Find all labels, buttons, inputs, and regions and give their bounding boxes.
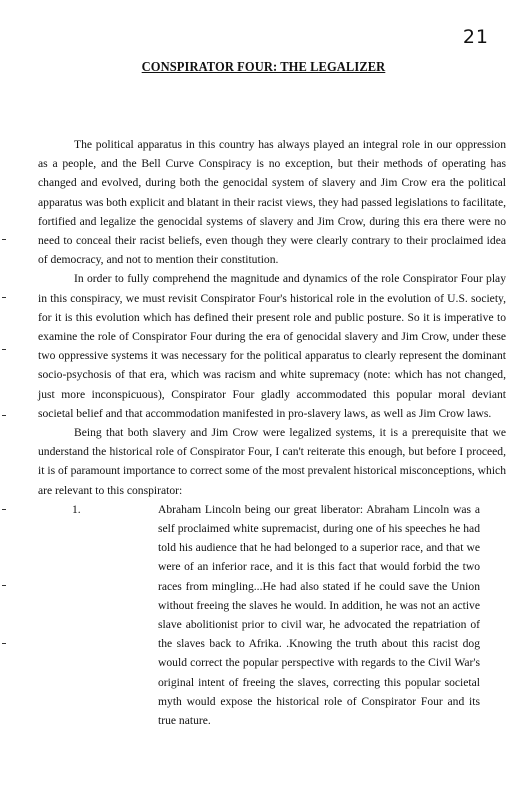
- margin-mark: [2, 509, 6, 510]
- list-item-text: Abraham Lincoln being our great liberator: Abraham Lincoln was a self proclaimed white supremacist, during one of his speeches he had told his audience that he had belonged to a superior race, and that we were of an inferior race, and it is this fact that would forbid the two races from mingling...He had also stated if he could save the Union without freeing the slaves he would. In addition, he was not an active slave abolitionist prior to civil war, he advocated the repatriation of the slaves back to Afrika. .Knowing the truth about this racist dog would correct the popular perspective with regards to the Civil War's original intent of freeing the slaves, correcting this popular societal myth would expose the historical role of Conspirator Four and its true nature.: [158, 502, 480, 728]
- page-number: 21: [462, 26, 489, 48]
- paragraph-1: The political apparatus in this country has always played an integral role in our oppression as a people, and the Bell Curve Conspiracy is no exception, but their methods of operating has changed and evolved, during both the genocidal system of slavery and Jim Crow era the political apparatus was both explicit and blatant in their racist views, they had passed legislations to facilitate, fortified and legalize the genocidal systems of slavery and Jim Crow, during this era there were no need to conceal their racist beliefs, even though they were clearly contrary to their proclaimed idea of democracy, and not to mention their constitution.: [38, 138, 506, 267]
- margin-mark: [2, 585, 6, 586]
- body-text: [38, 135, 506, 730]
- list-item-number: 1.: [72, 502, 81, 516]
- list-item: [38, 500, 506, 730]
- paragraph-2: In order to fully comprehend the magnitude and dynamics of the role Conspirator Four play in this conspiracy, we must revisit Conspirator Four's historical role in the evolution of U.S. society, for it is this evolution which has defined their present role and public posture. So it is imperative to examine the role of Conspirator Four during the era of genocidal slavery and Jim Crow, under these two oppressive systems it was necessary for the political apparatus to clearly represent the dominant socio-psychosis of that era, which was racism and white supremacy (note: which has not changed, just more inconspicuous), Conspirator Four gladly accommodated this popular moral deviant societal belief and that accommodation manifested in pro-slavery laws, as well as Jim Crow laws.: [38, 272, 506, 420]
- margin-mark: [2, 415, 6, 416]
- margin-mark: [2, 349, 6, 350]
- chapter-title: CONSPIRATOR FOUR: THE LEGALIZER: [141, 59, 386, 74]
- margin-mark: [2, 239, 6, 240]
- margin-mark: [2, 643, 6, 644]
- margin-mark: [2, 297, 6, 298]
- paragraph-3: Being that both slavery and Jim Crow were legalized systems, it is a prerequisite that we understand the historical role of Conspirator Four, I can't reiterate this enough, but before I proceed, it is of paramount importance to correct some of the most prevalent historical misconceptions, which are relevant to this conspirator:: [38, 426, 506, 497]
